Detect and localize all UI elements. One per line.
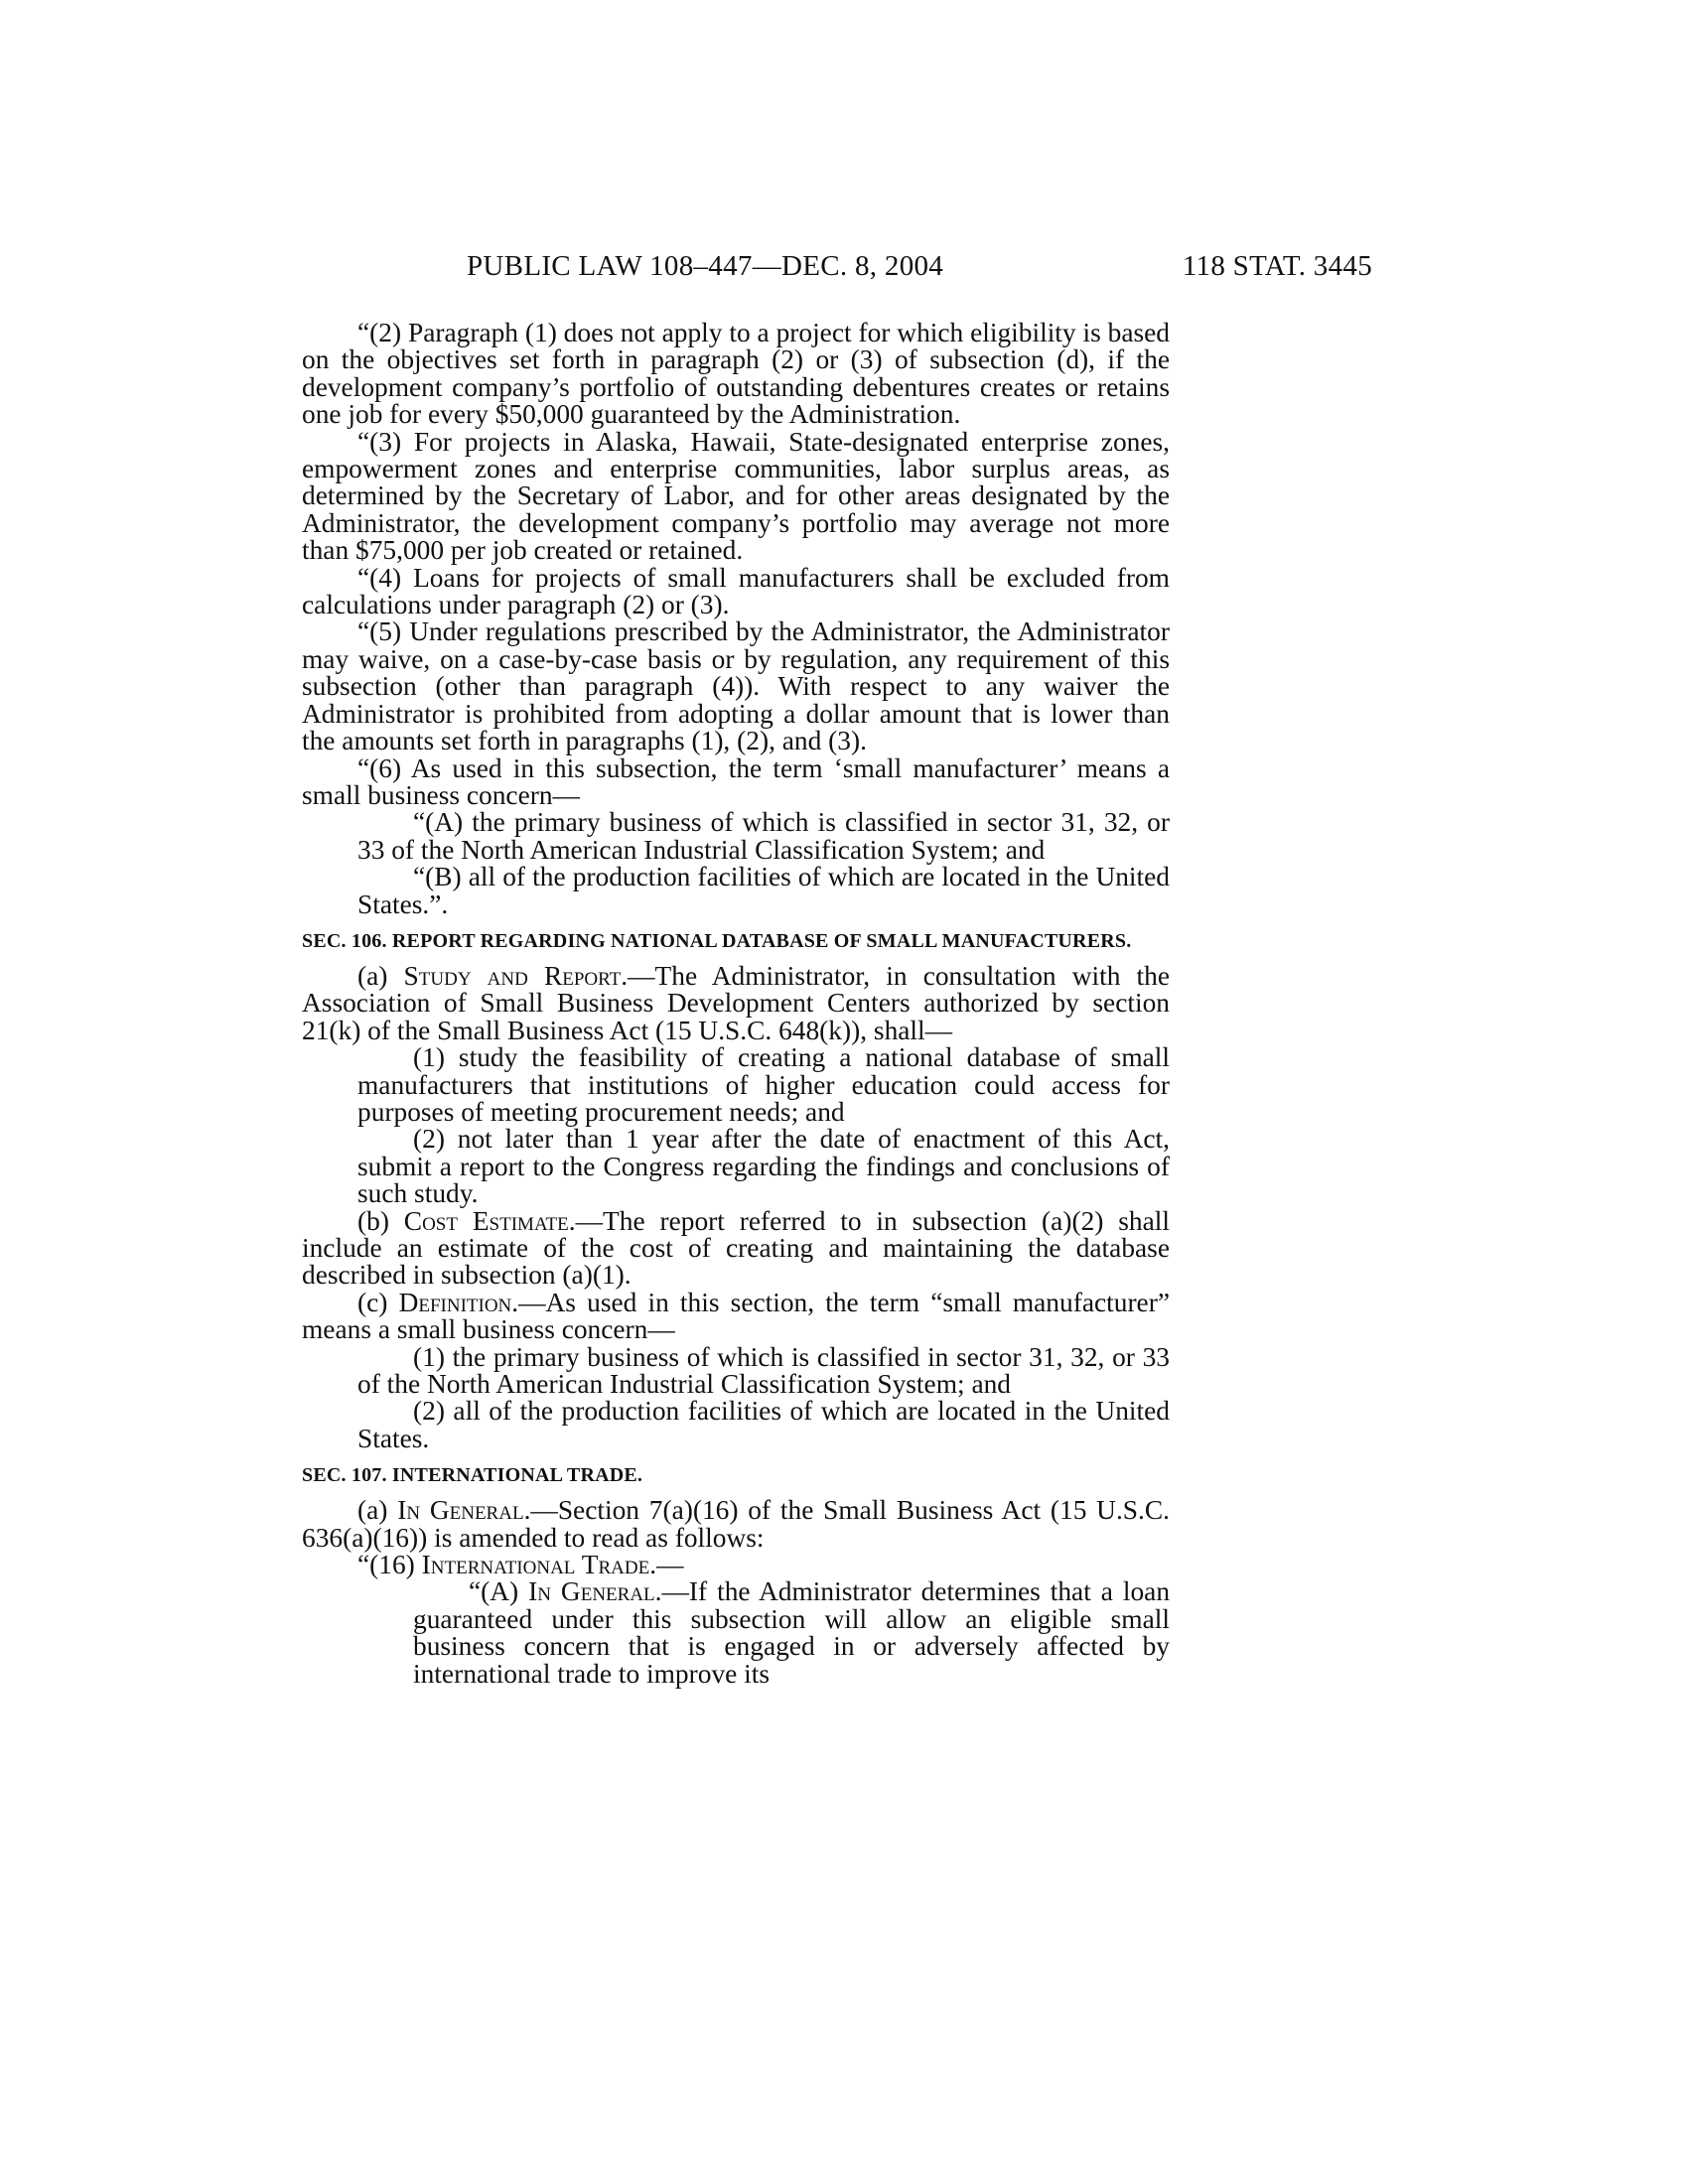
section-106-c-1: (1) the primary business of which is classified in sector 31, 32, or 33 of the North American Industrial Classification System; and [357, 1341, 1170, 1400]
paragraph-3: “(3) For projects in Alaska, Hawaii, State-designated enterprise zones, empowerment zones and enterprise communities, labor surplus areas, as determined by the Secretary of Labor, and for other areas designated by the Administrator, the development company’s portfolio may average not more than $75,000 per job created or retained. [302, 426, 1170, 566]
paragraph-6-b: “(B) all of the production facilities of which are located in the United States.”. [357, 862, 1170, 919]
section-106-a-heading: Study and Report [403, 960, 622, 991]
header-title: PUBLIC LAW 108–447—DEC. 8, 2004 [467, 250, 944, 282]
section-107-16-a-heading: In General [528, 1576, 655, 1607]
running-header [467, 250, 1372, 290]
section-107-16-a-text: If the Administrator determines that a loan guaranteed under this subsection will allow an eligible small business concern that is engaged in or adversely affected by international trade to improve its [413, 1576, 1171, 1689]
paragraph-6-a: “(A) the primary business of which is classified in sector 31, 32, or 33 of the North American Industrial Classification System; and [357, 807, 1170, 865]
section-107-a: (a) In General.—Section 7(a)(16) of the Small Business Act (15 U.S.C. 636(a)(16)) is amended to read as follows: [302, 1495, 1171, 1553]
header-stat-page: 118 STAT. 3445 [1182, 250, 1372, 282]
section-106-c: (c) Definition.—As used in this section, the term “small manufacturer” means a small business concern— [302, 1287, 1170, 1345]
paragraph-4: “(4) Loans for projects of small manufacturers shall be excluded from calculations under paragraph (2) or (3). [302, 562, 1170, 620]
paragraph-5: “(5) Under regulations prescribed by the Administrator, the Administrator may waive, on a case-by-case basis or by regulation, any requirement of this subsection (other than paragraph (4)). With respect to any waiver the Administrator is prohibited from adopting a dollar amount that is lower than the amounts set forth in paragraphs (1), (2), and (3). [302, 616, 1170, 756]
section-106-heading: SEC. 106. REPORT REGARDING NATIONAL DATABASE OF SMALL MANUFACTURERS. [302, 929, 1132, 952]
section-107-16-a: “(A) In General.—If the Administrator determines that a loan guaranteed under this subsection will allow an eligible small business concern that is engaged in or adversely affected by international trade to improve its [413, 1576, 1171, 1689]
section-106-b: (b) Cost Estimate.—The report referred to in subsection (a)(2) shall include an estimate of the cost of creating and maintaining the database described in subsection (a)(1). [302, 1205, 1170, 1291]
section-107-a-text: Section 7(a)(16) of the Small Business Act (15 U.S.C. 636(a)(16)) is amended to read as follows: [302, 1495, 1171, 1553]
section-106-b-text: The report referred to in subsection (a)(2) shall include an estimate of the cost of creating and maintaining the database described in subsection (a)(1). [302, 1205, 1170, 1291]
section-107-16: “(16) International Trade.— [357, 1550, 684, 1580]
paragraph-6: “(6) As used in this subsection, the term ‘small manufacturer’ means a small business concern— [302, 752, 1170, 810]
paragraph-2: “(2) Paragraph (1) does not apply to a project for which eligibility is based on the objectives set forth in paragraph (2) or (3) of subsection (d), if the development company’s portfolio of outstanding debentures creates or retains one job for every $50,000 guaranteed by the Administration. [302, 318, 1170, 430]
section-106-c-text: As used in this section, the term “small manufacturer” means a small business concern— [302, 1287, 1170, 1345]
section-106-a-2: (2) not later than 1 year after the date of enactment of this Act, submit a report to the Congress regarding the findings and conclusions of such study. [357, 1124, 1170, 1209]
section-107-heading: SEC. 107. INTERNATIONAL TRADE. [302, 1464, 643, 1487]
section-107-16-heading: International Trade [421, 1550, 650, 1580]
section-107-a-heading: In General [397, 1495, 524, 1526]
section-106-c-heading: Definition [398, 1287, 512, 1317]
page-body [302, 320, 1170, 1688]
section-106-b-heading: Cost Estimate [403, 1205, 569, 1236]
section-106-a-1: (1) study the feasibility of creating a national database of small manufacturers that institutions of higher education could access for purposes of meeting procurement needs; and [357, 1042, 1170, 1127]
section-106-a-text: The Administrator, in consultation with the Association of Small Business Development Centers authorized by section 21(k) of the Small Business Act (15 U.S.C. 648(k)), shall— [302, 960, 1170, 1045]
section-106-a: (a) Study and Report.—The Administrator, in consultation with the Association of Small Business Development Centers authorized by section 21(k) of the Small Business Act (15 U.S.C. 648(k)), shall— [302, 960, 1170, 1045]
section-106-c-2: (2) all of the production facilities of which are located in the United States. [357, 1396, 1170, 1453]
